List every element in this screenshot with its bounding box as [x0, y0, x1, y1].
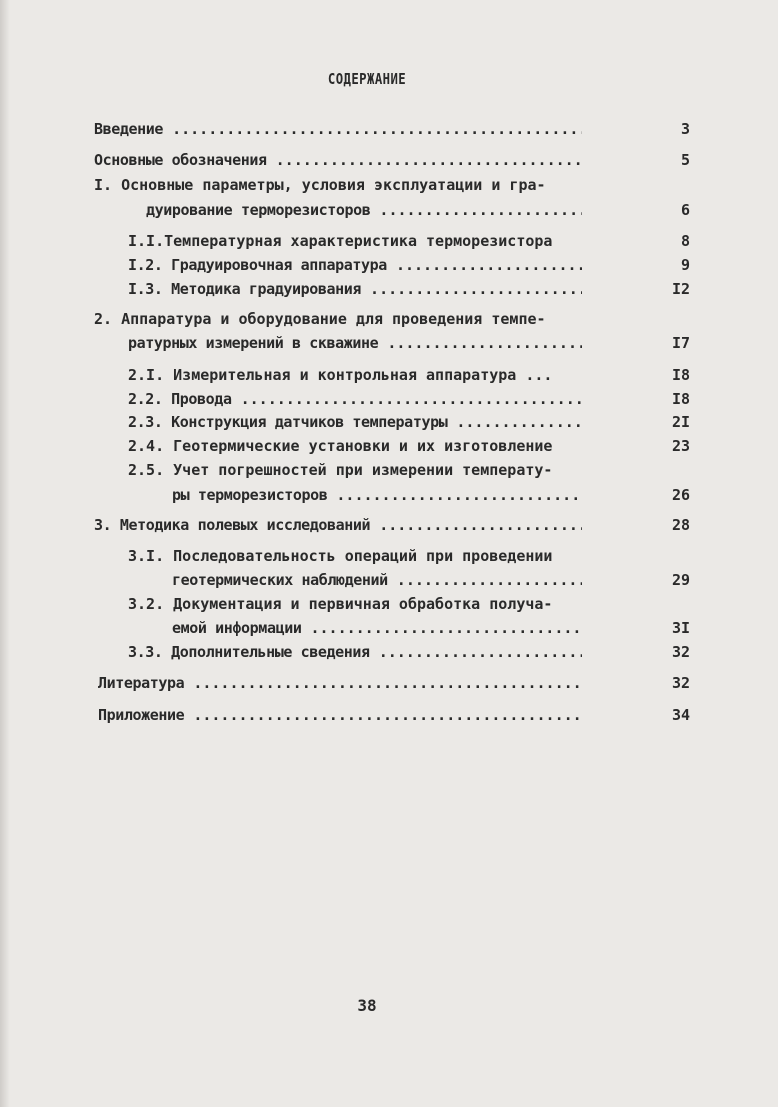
- toc-entry: [0, 457, 778, 483]
- toc-entry: [0, 306, 778, 332]
- toc-entry: [0, 147, 778, 173]
- toc-entry-text: I.3. Методика градуирования .....: [128, 276, 582, 302]
- toc-entry: [0, 702, 778, 728]
- toc-entry: [0, 639, 778, 665]
- toc-entry-text: 2.4. Геотермические установки и их изготовление: [128, 437, 552, 455]
- toc-entry: [0, 172, 778, 198]
- toc-entry-page: 29: [671, 571, 690, 589]
- toc-entry-text: Литература .....: [98, 670, 582, 696]
- toc-entry-text: 3.I. Последовательность операций при проведении: [128, 547, 552, 565]
- toc-entry: [0, 512, 778, 538]
- toc-entry: [0, 276, 778, 302]
- toc-entry-text: I. Основные параметры, условия эксплуатации и гра-: [94, 176, 546, 194]
- toc-entry-page: I2: [671, 280, 690, 298]
- toc-entry-page: 28: [671, 516, 690, 534]
- toc-entry: [0, 567, 778, 593]
- toc-entry-text: Приложение .....: [98, 702, 582, 728]
- toc-entry-text: ратурных измерений в скважине .....: [128, 330, 582, 356]
- toc-entry-page: I8: [671, 390, 690, 408]
- toc-entry: [0, 362, 778, 388]
- toc-entry-text: Введение .....: [94, 116, 582, 142]
- toc-entry-text: I.2. Градуировочная аппаратура .....: [128, 252, 582, 278]
- toc-entry-text: 2.2. Провода .....: [128, 386, 582, 412]
- toc-entry-page: 2I: [671, 413, 690, 431]
- toc-entry: [0, 591, 778, 617]
- toc-entry-text: 2. Аппаратура и оборудование для проведения темпе-: [94, 310, 546, 328]
- toc-entry: [0, 228, 778, 254]
- toc-entry-text: 2.5. Учет погрешностей при измерении температу-: [128, 461, 552, 479]
- toc-entry-text: 3. Методика полевых исследований .....: [94, 512, 582, 538]
- toc-entry-text: емой информации .....: [172, 615, 582, 641]
- toc-entry: [0, 330, 778, 356]
- toc-entry: [0, 543, 778, 569]
- toc-entry: [0, 252, 778, 278]
- toc-entry-text: геотермических наблюдений .....: [172, 567, 582, 593]
- toc-entry: [0, 482, 778, 508]
- toc-entry: [0, 197, 778, 223]
- toc-entry-page: 32: [671, 674, 690, 692]
- toc-entry-text: 2.3. Конструкция датчиков температуры .....: [128, 409, 582, 435]
- toc-entry-page: I7: [671, 334, 690, 352]
- toc-entry-text: дуирование терморезисторов .....: [146, 197, 582, 223]
- toc-entry-page: I8: [671, 366, 690, 384]
- toc-entry-page: 3: [680, 120, 690, 138]
- page-title: СОДЕРЖАНИЕ: [327, 70, 407, 88]
- toc-entry-text: I.I.Температурная характеристика терморезистора: [128, 232, 552, 250]
- toc-entry: [0, 670, 778, 696]
- toc-entry: [0, 409, 778, 435]
- toc-entry-text: 3.2. Документация и первичная обработка получа-: [128, 595, 552, 613]
- toc-entry-page: 32: [671, 643, 690, 661]
- page-number: 38: [357, 996, 377, 1015]
- toc-entry: [0, 433, 778, 459]
- toc-entry-text: 2.I. Измерительная и контрольная аппаратура ...: [128, 366, 552, 384]
- toc-entry-text: 3.3. Дополнительные сведения .....: [128, 639, 582, 665]
- toc-entry-page: 5: [680, 151, 690, 169]
- toc-entry-page: 9: [680, 256, 690, 274]
- toc-entry-page: 6: [680, 201, 690, 219]
- toc-entry-page: 26: [671, 486, 690, 504]
- toc-entry: [0, 615, 778, 641]
- toc-entry-page: 8: [680, 232, 690, 250]
- toc-entry: [0, 116, 778, 142]
- toc-entry-text: ры терморезисторов .....: [172, 482, 582, 508]
- toc-entry-page: 3I: [671, 619, 690, 637]
- toc-entry-text: Основные обозначения .....: [94, 147, 582, 173]
- toc-entry-page: 23: [671, 437, 690, 455]
- toc-entry-page: 34: [671, 706, 690, 724]
